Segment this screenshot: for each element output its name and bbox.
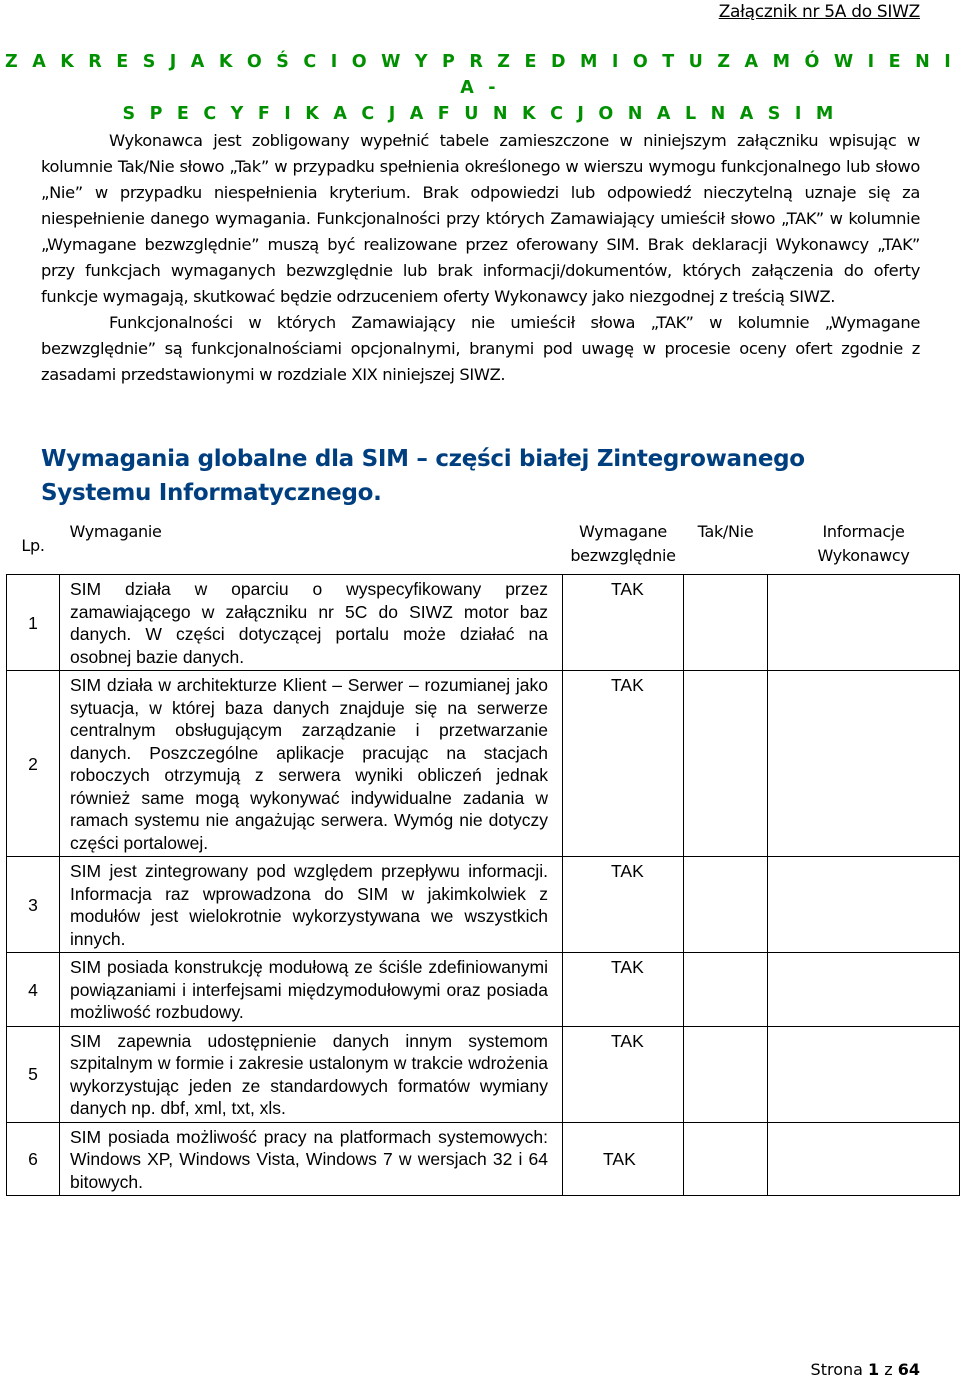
row-mandatory: TAK — [563, 575, 684, 671]
row-mandatory: TAK — [563, 1026, 684, 1122]
row-mandatory: TAK — [563, 671, 684, 857]
row-number: 6 — [7, 1122, 60, 1196]
title-line-2: S P E C Y F I K A C J A F U N K C J O N A L N A S I M — [122, 104, 838, 124]
row-requirement: SIM posiada konstrukcję modułową ze ściśle zdefiniowanymi powiązaniami i interfejsami międzymodułowymi oraz posiada możliwość rozbudowy. — [60, 953, 563, 1027]
row-yes-no-cell[interactable] — [684, 953, 768, 1027]
row-requirement: SIM działa w oparciu o wyspecyfikowany przez zamawiającego w załączniku nr 5C do SIWZ motor baz danych. W części dotyczącej portalu może działać na osobnej bazie danych. — [60, 575, 563, 671]
row-number: 3 — [7, 857, 60, 953]
header-mandatory: Wymagane bezwzględnie — [570, 522, 676, 565]
header-requirement: Wymaganie — [69, 522, 162, 541]
table-row — [7, 671, 960, 857]
page-current: 1 — [868, 1360, 880, 1379]
annex-label: Załącznik nr 5A do SIWZ — [718, 2, 920, 22]
page-total: 64 — [897, 1360, 920, 1379]
row-number: 4 — [7, 953, 60, 1027]
row-mandatory: TAK — [563, 953, 684, 1027]
row-mandatory: TAK — [563, 857, 684, 953]
row-requirement: SIM jest zintegrowany pod względem przepływu informacji. Informacja raz wprowadzona do SIM w jakimkolwiek z modułów jest wielokrotnie wykorzystywana we wszystkich innych. — [60, 857, 563, 953]
requirements-table — [6, 512, 960, 1196]
table-row — [7, 953, 960, 1027]
table-row — [7, 857, 960, 953]
intro-paragraph-2: Funkcjonalności w których Zamawiający nie umieścił słowa „TAK” w kolumnie „Wymagane bezwzględnie” są funkcjonalnościami opcjonalnymi, branymi pod uwagę w procesie oceny ofert zgodnie z zasadami przedstawionymi w rozdziale XIX niniejszej SIWZ. — [41, 313, 920, 384]
intro-paragraph-1: Wykonawca jest zobligowany wypełnić tabele zamieszczone w niniejszym załączniku wpisując w kolumnie Tak/Nie słowo „Tak” w przypadku spełnienia określonego w wierszu wymogu funkcjonalnego lub słowo „Nie” w przypadku niespełnienia kryterium. Brak odpowiedzi lub odpowiedź nieczytelną uznaje się za niespełnienie danego wymagania. Funkcjonalności przy których Zamawiający umieścił słowo „TAK” w kolumnie „Wymagane bezwzględnie” muszą być realizowane przez oferowany SIM. Brak deklaracji Wykonawcy „TAK” przy funkcjach wymaganych bezwzględnie lub brak informacji/dokumentów, których załączenia do oferty funkcje wymagają, skutkować będzie odrzuceniem oferty Wykonawcy jako niezgodnej z treścią SIWZ. — [41, 131, 920, 306]
row-info-cell[interactable] — [768, 1122, 960, 1196]
table-header-row — [7, 512, 960, 575]
row-number: 5 — [7, 1026, 60, 1122]
title-line-1: Z A K R E S J A K O Ś C I O W Y P R Z E D M I O T U Z A M Ó W I E N I A - — [5, 52, 955, 98]
page-of: z — [879, 1360, 898, 1379]
table-row — [7, 1122, 960, 1196]
header-lp: Lp. — [21, 536, 45, 555]
header-info: Informacje Wykonawcy — [817, 522, 910, 565]
row-info-cell[interactable] — [768, 671, 960, 857]
row-requirement: SIM zapewnia udostępnienie danych innym systemom szpitalnym w formie i zakresie ustalonym w trakcie wdrożenia wykorzystując jeden ze standardowych formatów wymiany danych np. dbf, xml, txt, xls. — [60, 1026, 563, 1122]
page-prefix: Strona — [810, 1360, 869, 1379]
row-yes-no-cell[interactable] — [684, 1122, 768, 1196]
section-heading: Wymagania globalne dla SIM – części białej Zintegrowanego Systemu Informatycznego. — [41, 446, 805, 506]
row-info-cell[interactable] — [768, 953, 960, 1027]
row-yes-no-cell[interactable] — [684, 857, 768, 953]
row-number: 1 — [7, 575, 60, 671]
row-info-cell[interactable] — [768, 1026, 960, 1122]
intro-text — [41, 128, 920, 388]
row-yes-no-cell[interactable] — [684, 575, 768, 671]
row-info-cell[interactable] — [768, 857, 960, 953]
row-info-cell[interactable] — [768, 575, 960, 671]
row-requirement: SIM działa w architekturze Klient – Serwer – rozumianej jako sytuacja, w której baza danych znajduje się na serwerze centralnym obsługującym zarządzanie i przetwarzanie danych. Poszczególne aplikacje pracując na stacjach roboczych otrzymują z serwera wyniki obliczeń jednak również same mogą wykonywać indywidualne zadania w ramach systemu nie angażując serwera. Wymóg nie dotyczy części portalowej. — [60, 671, 563, 857]
document-title — [0, 49, 960, 127]
header-yes-no: Tak/Nie — [697, 522, 754, 541]
page-number — [811, 1360, 920, 1379]
table-row — [7, 575, 960, 671]
row-mandatory: TAK — [563, 1122, 684, 1196]
row-number: 2 — [7, 671, 60, 857]
row-yes-no-cell[interactable] — [684, 1026, 768, 1122]
row-requirement: SIM posiada możliwość pracy na platformach systemowych: Windows XP, Windows Vista, Windows 7 w wersjach 32 i 64 bitowych. — [60, 1122, 563, 1196]
row-yes-no-cell[interactable] — [684, 671, 768, 857]
table-row — [7, 1026, 960, 1122]
